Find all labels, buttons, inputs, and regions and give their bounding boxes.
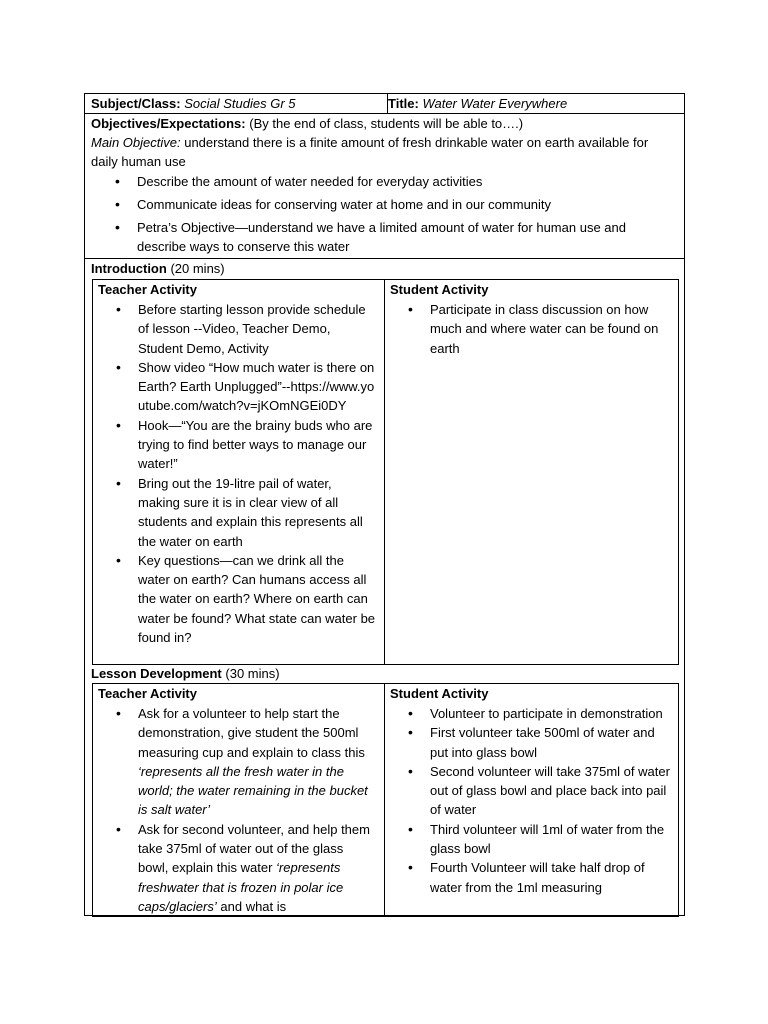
list-item: • Volunteer to participate in demonstration: [430, 704, 672, 723]
intro-teacher-column: [93, 280, 383, 647]
dev-teacher-list: [138, 704, 383, 916]
list-item: • Participate in class discussion on how much and where water can be found on earth: [430, 300, 672, 358]
main-objective-text: understand there is a finite amount of fresh drinkable water on earth available for daily human use: [91, 135, 649, 169]
subject-label: Subject/Class:: [91, 96, 181, 111]
development-label: Lesson Development: [91, 666, 222, 681]
list-item: • Describe the amount of water needed for everyday activities: [137, 172, 678, 191]
list-item: • Key questions—can we drink all the water on earth? Can humans access all the water on earth? Where on earth can water be found? What state can water be found in?: [138, 551, 377, 647]
dev-student-list: [430, 704, 678, 897]
list-item: • Communicate ideas for conserving water at home and in our community: [137, 195, 678, 214]
dev-student-column: [385, 684, 678, 897]
dev-student-heading: Student Activity: [390, 686, 489, 701]
list-item: • First volunteer take 500ml of water and put into glass bowl: [430, 723, 672, 762]
list-item: • Second volunteer will take 375ml of water out of glass bowl and place back into pail of water: [430, 762, 672, 820]
list-item: • Bring out the 19-litre pail of water, making sure it is in clear view of all students and explain this represents all the water on earth: [138, 474, 377, 551]
intro-student-column: [385, 280, 678, 358]
development-duration: (30 mins): [225, 666, 280, 681]
objectives-note: (By the end of class, students will be able to….): [249, 116, 524, 131]
intro-student-list: [430, 300, 678, 358]
objectives-heading: Objectives/Expectations:: [91, 116, 246, 131]
main-objective: [91, 133, 678, 171]
lesson-plan-table: [84, 93, 685, 916]
title-label: Title:: [388, 96, 419, 111]
dev-teacher-column: [93, 684, 383, 916]
list-item: • Before starting lesson provide schedule of lesson --Video, Teacher Demo, Student Demo, Activity: [138, 300, 377, 358]
introduction-table: [92, 279, 679, 665]
main-objective-label: Main Objective:: [91, 135, 181, 150]
list-item: • Ask for second volunteer, and help them take 375ml of water out of the glass bowl, explain this water ‘represents freshwater that is frozen in polar ice caps/glaciers’ and what is: [138, 820, 377, 916]
list-item: • Petra’s Objective—understand we have a limited amount of water for human use and describe ways to conserve this water: [137, 218, 678, 256]
list-item: • Hook—“You are the brainy buds who are trying to find better ways to manage our water!”: [138, 416, 377, 474]
title-value: Water Water Everywhere: [422, 96, 568, 111]
subject-value: Social Studies Gr 5: [184, 96, 296, 111]
introduction-heading: [91, 260, 225, 277]
intro-teacher-heading: Teacher Activity: [98, 282, 197, 297]
list-item: • Third volunteer will 1ml of water from the glass bowl: [430, 820, 672, 859]
introduction-label: Introduction: [91, 261, 167, 276]
title-cell: [382, 94, 684, 113]
intro-student-heading: Student Activity: [390, 282, 489, 297]
subject-cell: [85, 94, 388, 113]
development-table: [92, 683, 679, 917]
objectives-section: [85, 114, 684, 259]
intro-teacher-list: [138, 300, 383, 647]
dev-teacher-heading: Teacher Activity: [98, 686, 197, 701]
development-heading: [91, 665, 280, 682]
introduction-duration: (20 mins): [170, 261, 225, 276]
objectives-list: [137, 172, 678, 256]
header-row: [85, 94, 684, 114]
list-item: • Fourth Volunteer will take half drop of water from the 1ml measuring: [430, 858, 672, 897]
objectives-heading-line: [91, 114, 678, 133]
list-item: • Ask for a volunteer to help start the demonstration, give student the 500ml measuring cup and explain to class this ‘represents all the fresh water in the world; the water remaining in the bucket is salt water’: [138, 704, 377, 820]
list-item: • Show video “How much water is there on Earth? Earth Unplugged”--https://www.youtube.com/watch?v=jKOmNGEi0DY: [138, 358, 377, 416]
